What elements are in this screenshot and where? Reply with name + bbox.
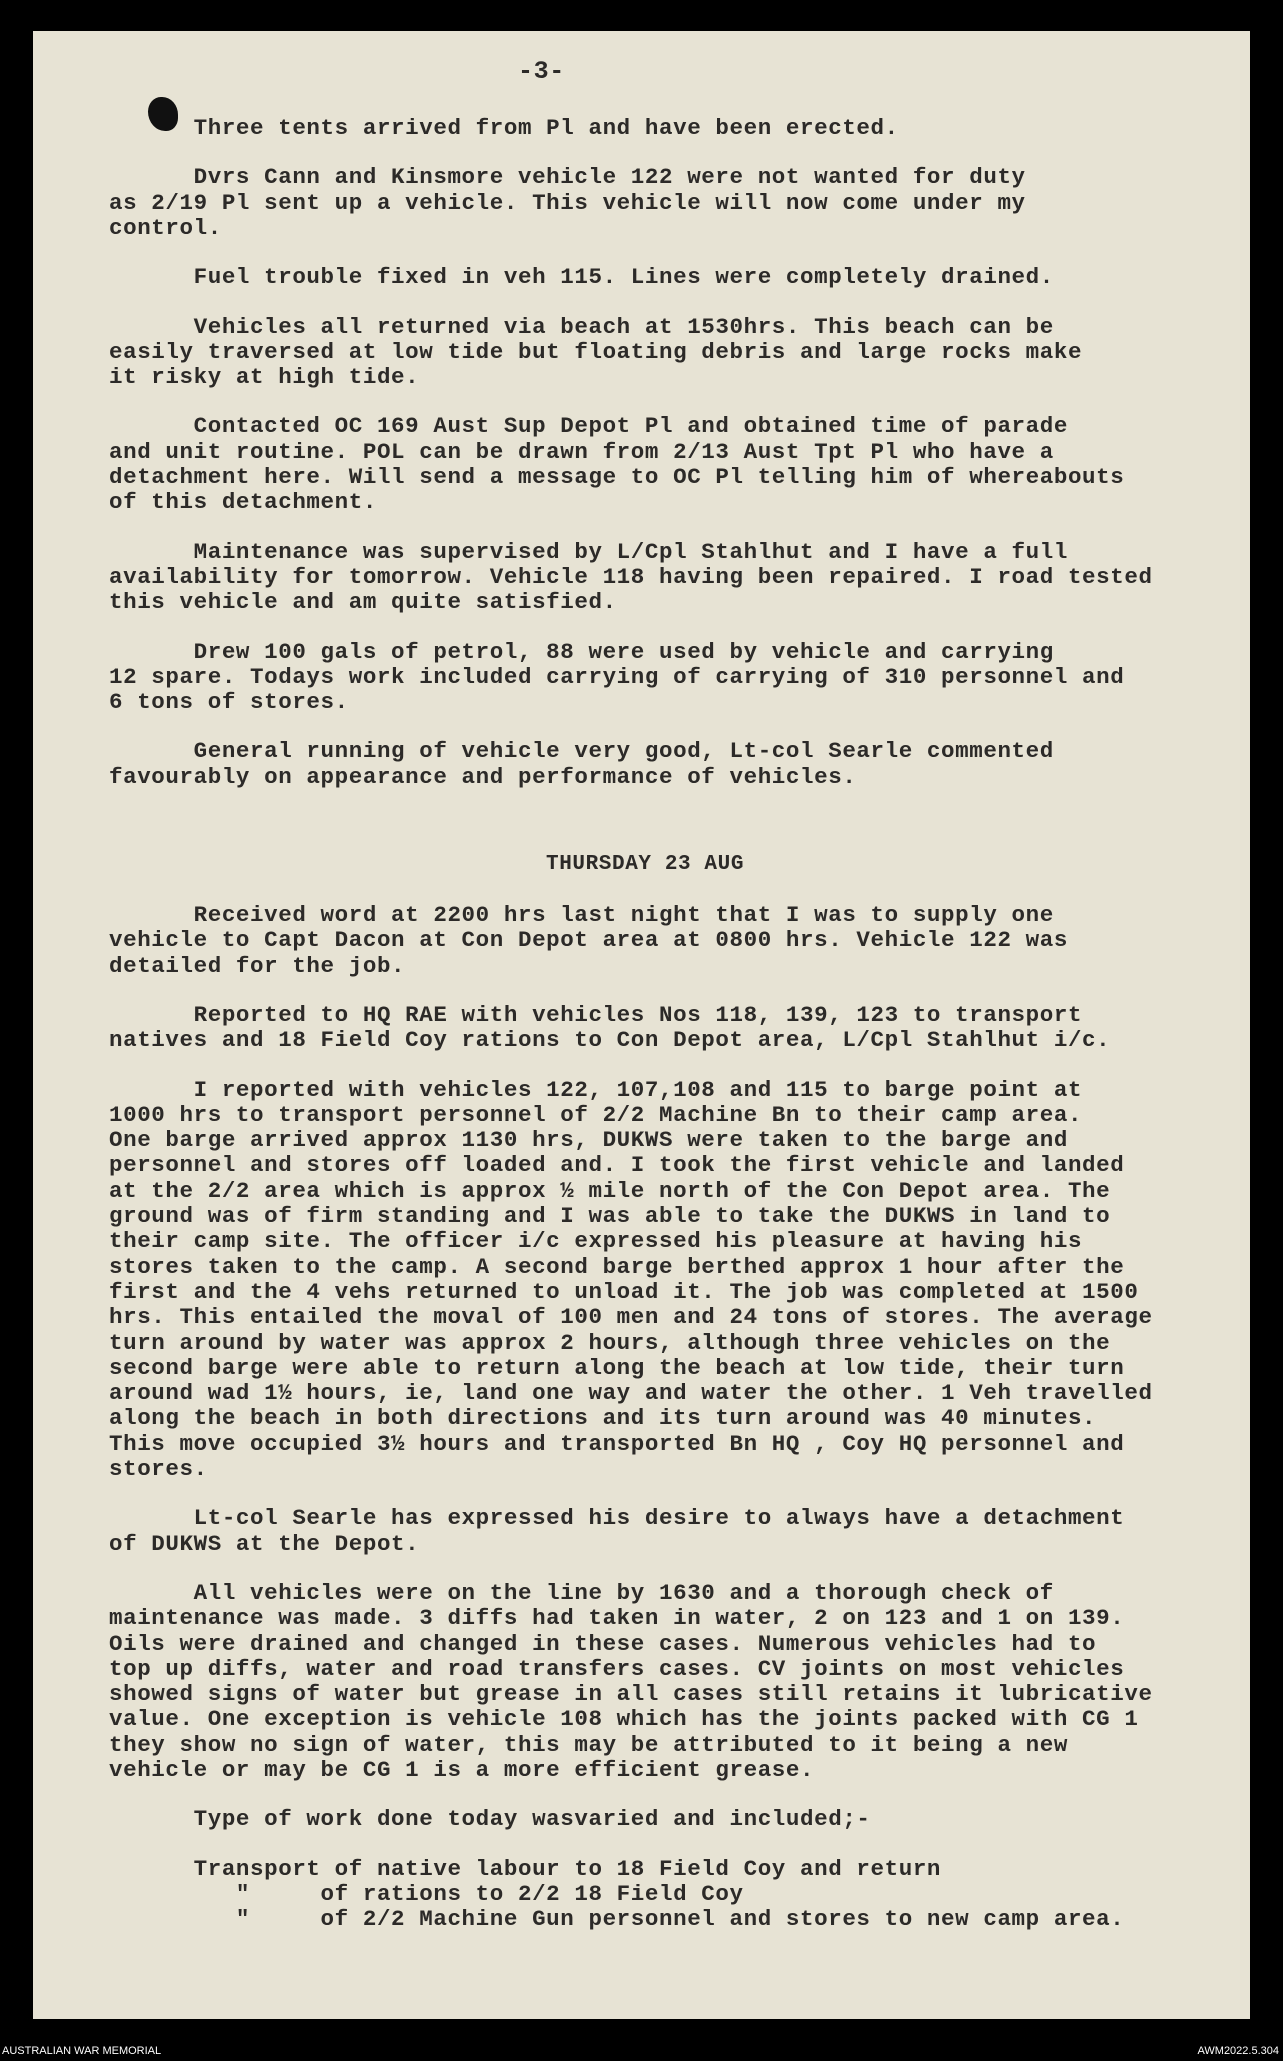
date-heading: THURSDAY 23 AUG [546, 853, 745, 876]
text-line: along the beach in both directions and its turn around was 40 minutes. [109, 1405, 1097, 1432]
text-line: hrs. This entailed the moval of 100 men and 24 tons of stores. The average [109, 1304, 1153, 1331]
text-line: Three tents arrived from Pl and have been erected. [109, 115, 899, 141]
text-line: natives and 18 Field Coy rations to Con Depot area, L/Cpl Stahlhut i/c. [109, 1027, 1111, 1054]
text-line: ground was of firm standing and I was able to take the DUKWS in land to [109, 1203, 1111, 1229]
text-line: at the 2/2 area which is approx ½ mile north of the Con Depot area. The [109, 1177, 1111, 1204]
archive-credit: AUSTRALIAN WAR MEMORIAL [2, 2045, 162, 2057]
text-line: " of 2/2 Machine Gun personnel and stores to new camp area. [109, 1906, 1125, 1933]
text-line: showed signs of water but grease in all cases still retains it lubricative [109, 1681, 1153, 1708]
text-line: maintenance was made. 3 diffs had taken in water, 2 on 123 and 1 on 139. [109, 1605, 1125, 1632]
text-line: " of rations to 2/2 18 Field Coy [109, 1880, 744, 1907]
text-line: first and the 4 vehs returned to unload it. The job was completed at 1500 [109, 1278, 1139, 1305]
text-line: easily traversed at low tide but floating debris and large rocks make [109, 338, 1083, 365]
text-line: and unit routine. POL can be drawn from 2/13 Aust Tpt Pl who have a [109, 438, 1054, 465]
text-line: second barge were able to return along the beach at low tide, their turn [109, 1354, 1125, 1381]
text-line: their camp site. The officer i/c expressed his pleasure at having his [109, 1228, 1083, 1255]
text-line: as 2/19 Pl sent up a vehicle. This vehicle will now come under my [109, 189, 1026, 216]
text-line: Drew 100 gals of petrol, 88 were used by vehicle and carrying [109, 638, 1054, 665]
text-line: General running of vehicle very good, Lt-col Searle commented [109, 738, 1054, 765]
text-line: it risky at high tide. [109, 364, 420, 391]
text-line: Maintenance was supervised by L/Cpl Stahlhut and I have a full [109, 538, 1068, 565]
page-number: -3- [518, 57, 565, 86]
text-line: Lt-col Searle has expressed his desire to always have a detachment [109, 1505, 1125, 1532]
text-line: they show no sign of water, this may be attributed to it being a new [109, 1731, 1068, 1758]
text-line: Contacted OC 169 Aust Sup Depot Pl and obtained time of parade [109, 413, 1068, 440]
text-line: vehicle to Capt Dacon at Con Depot area at 0800 hrs. Vehicle 122 was [109, 927, 1068, 954]
text-line: stores. [109, 1456, 208, 1482]
text-line: 12 spare. Todays work included carrying of carrying of 310 personnel and [109, 663, 1125, 690]
text-line: detailed for the job. [109, 952, 406, 979]
text-line: Transport of native labour to 18 Field Coy and return [109, 1855, 942, 1882]
text-line: Reported to HQ RAE with vehicles Nos 118, 139, 123 to transport [109, 1001, 1083, 1028]
text-line: Oils were drained and changed in these cases. Numerous vehicles had to [109, 1630, 1097, 1657]
text-line: this vehicle and am quite satisfied. [109, 589, 617, 616]
text-line: Fuel trouble fixed in veh 115. Lines were completely drained. [109, 264, 1054, 291]
text-line: top up diffs, water and road transfers cases. CV joints on most vehicles [109, 1655, 1125, 1682]
text-line: Received word at 2200 hrs last night that I was to supply one [109, 902, 1054, 928]
text-line: control. [109, 214, 222, 241]
text-line: This move occupied 3½ hours and transported Bn HQ , Coy HQ personnel and [109, 1430, 1125, 1457]
text-line: availability for tomorrow. Vehicle 118 having been repaired. I road tested [109, 563, 1153, 590]
text-line: I reported with vehicles 122, 107,108 and 115 to barge point at [109, 1076, 1083, 1103]
text-line: All vehicles were on the line by 1630 and a thorough check of [109, 1579, 1054, 1606]
text-line: Dvrs Cann and Kinsmore vehicle 122 were not wanted for duty [109, 164, 1026, 191]
text-line: One barge arrived approx 1130 hrs, DUKWS were taken to the barge and [109, 1127, 1068, 1154]
text-line: 1000 hrs to transport personnel of 2/2 Machine Bn to their camp area. [109, 1101, 1083, 1128]
text-line: vehicle or may be CG 1 is a more efficient grease. [109, 1757, 815, 1783]
text-line: of DUKWS at the Depot. [109, 1530, 420, 1557]
text-line: favourably on appearance and performance of vehicles. [109, 763, 857, 790]
text-line: turn around by water was approx 2 hours, although three vehicles on the [109, 1329, 1111, 1356]
text-line: Vehicles all returned via beach at 1530hrs. This beach can be [109, 313, 1054, 340]
document-page [33, 31, 1250, 2019]
text-line: 6 tons of stores. [109, 689, 349, 716]
text-line: value. One exception is vehicle 108 which has the joints packed with CG 1 [109, 1706, 1139, 1733]
archive-reference: AWM2022.5.304 [1197, 2045, 1279, 2057]
text-line: detachment here. Will send a message to OC Pl telling him of whereabouts [109, 464, 1125, 490]
text-line: of this detachment. [109, 489, 377, 516]
text-line: Type of work done today wasvaried and included;- [109, 1806, 871, 1833]
text-line: around wad 1½ hours, ie, land one way and water the other. 1 Veh travelled [109, 1380, 1153, 1407]
text-line: personnel and stores off loaded and. I took the first vehicle and landed [109, 1152, 1125, 1179]
text-line: stores taken to the camp. A second barge berthed approx 1 hour after the [109, 1253, 1125, 1280]
